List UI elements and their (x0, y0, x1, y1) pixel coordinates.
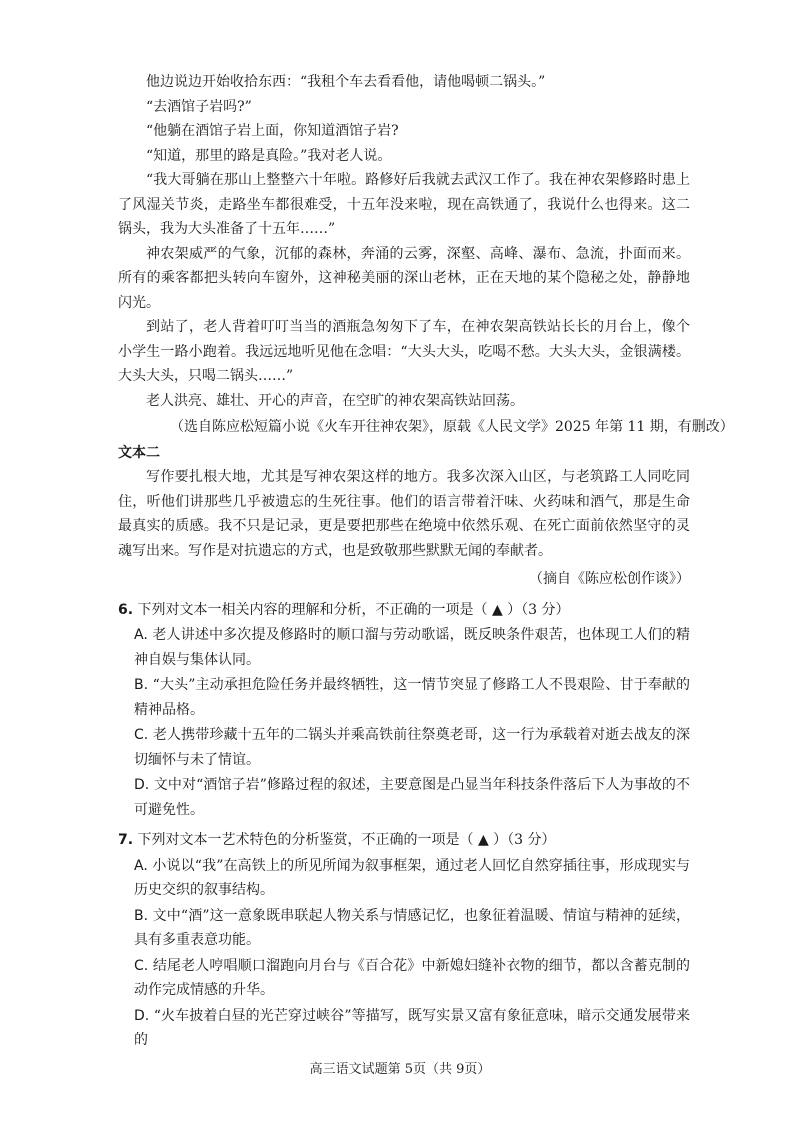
option-text: 结尾老人哼唱顺口溜跑向月台与《百合花》中新媳妇缝补衣物的细节，都以含蓄克制的动作完成情感的升华。 (134, 957, 690, 998)
story-paragraph-7: 到站了，老人背着叮叮当当的酒瓶急匆匆下了车，在神农架高铁站长长的月台上，像个小学生一路小跑着。我远远地听见他在念唱：“大头大头，吃喝不愁。大头大头，金银满楼。大头大头，只喝二锅头……” (118, 319, 690, 384)
option-letter: D. (134, 1007, 150, 1024)
story-paragraph-2: “去酒馆子岩吗?” (146, 98, 252, 115)
question-7-stem (118, 828, 690, 853)
option-letter: A. (134, 627, 148, 643)
option-text: 老人讲述中多次提及修路时的顺口溜与劳动歌谣，既反映条件艰苦，也体现工人们的精神自娱与集体认同。 (134, 627, 691, 668)
text2-excerpt-note: （摘自《陈应松创作谈》） (529, 571, 690, 587)
option-text: 小说以“我”在高铁上的所见所闻为叙事框架，通过老人回忆自然穿插往事，形成现实与历史交织的叙事结构。 (134, 857, 691, 898)
option-text: “大头”主动承担危险任务并最终牺牲，这一情节突显了修路工人不畏艰险、甘于奉献的精神品格。 (134, 677, 691, 718)
question-7 (118, 828, 690, 1053)
story-source-note: （选自陈应松短篇小说《火车开往神农架》，原载《人民文学》2025 年第 11 期，有删改） (170, 419, 734, 435)
question-7-option-d (118, 1004, 690, 1053)
question-6-stem (118, 598, 690, 623)
question-6-option-a (118, 623, 690, 672)
option-text: “火车披着白昼的光芒穿过峡谷”等描写，既写实景又富有象征意味，暗示交通发展带来的 (134, 1007, 691, 1048)
story-paragraph-3: “他躺在酒馆子岩上面，你知道酒馆子岩? (146, 123, 399, 139)
option-text: 文中“酒”这一意象既串联起人物关系与情感记忆，也象征着温暖、情谊与精神的延续，具有多重表意功能。 (134, 907, 691, 948)
question-7-number: 7. (118, 832, 134, 848)
question-6-number: 6. (118, 601, 134, 618)
text1-body (118, 70, 734, 440)
option-letter: C. (134, 727, 149, 743)
page-footer: 高三语文试题第 5页（共 9页） (309, 1062, 491, 1077)
question-7-option-b (118, 904, 690, 953)
question-6-option-c (118, 723, 690, 772)
option-text: 文中对“酒馆子岩”修路过程的叙述，主要意图是凸显当年科技条件落后下人为事故的不可避免性。 (134, 777, 691, 818)
option-letter: B. (134, 677, 149, 693)
story-paragraph-5: “我大哥躺在那山上整整六十年啦。路修好后我就去武汉工作了。我在神农架修路时患上了风湿关节炎，走路坐车都很难受，十五年没来啦，现在高铁通了，我说什么也得来。这二锅头，我为大头准备了十五年……” (118, 172, 690, 237)
option-letter: A. (134, 857, 148, 874)
question-6 (118, 598, 690, 823)
story-paragraph-4: “知道，那里的路是真险。”我对老人说。 (146, 147, 392, 164)
text2-heading: 文本二 (118, 444, 160, 461)
option-text: 老人携带珍藏十五年的二锅头并乘高铁前往祭奠老哥，这一行为承载着对逝去战友的深切缅怀与未了情谊。 (134, 727, 690, 768)
option-letter: C. (134, 957, 149, 974)
question-7-text: 下列对文本一艺术特色的分析鉴赏，不正确的一项是（ ▲ ）（3 分） (137, 832, 556, 848)
question-6-option-d (118, 773, 690, 822)
question-7-option-c (118, 954, 690, 1003)
story-paragraph-6: 神农架威严的气象，沉郁的森林，奔涌的云雾，深壑、高峰、瀑布、急流，扑面而来。所有的乘客都把头转向车窗外，这神秘美丽的深山老林，正在天地的某个隐秘之处，静静地闪光。 (118, 245, 690, 311)
story-paragraph-1: 他边说边开始收拾东西：“我租个车去看看他，请他喝顿二锅头。” (146, 74, 546, 90)
text2-paragraph: 写作要扎根大地，尤其是写神农架这样的地方。我多次深入山区，与老筑路工人同吃同住，听他们讲那些几乎被遗忘的生死往事。他们的语言带着汗味、火药味和酒气，那是生命最真实的质感。我不只是记录，更是要把那些在绝境中依然乐观、在死亡面前依然坚守的灵魂写出来。写作是对抗遗忘的方式，也是致敬那些默默无闻的奉献者。 (118, 469, 690, 559)
story-paragraph-8: 老人洪亮、雄壮、开心的声音，在空旷的神农架高铁站回荡。 (146, 392, 524, 409)
text2-section (118, 441, 690, 592)
question-6-text: 下列对文本一相关内容的理解和分析，不正确的一项是（ ▲ ）（3 分） (137, 601, 570, 618)
option-letter: D. (134, 777, 150, 793)
option-letter: B. (134, 907, 149, 924)
question-7-option-a (118, 854, 690, 903)
question-6-option-b (118, 673, 690, 722)
